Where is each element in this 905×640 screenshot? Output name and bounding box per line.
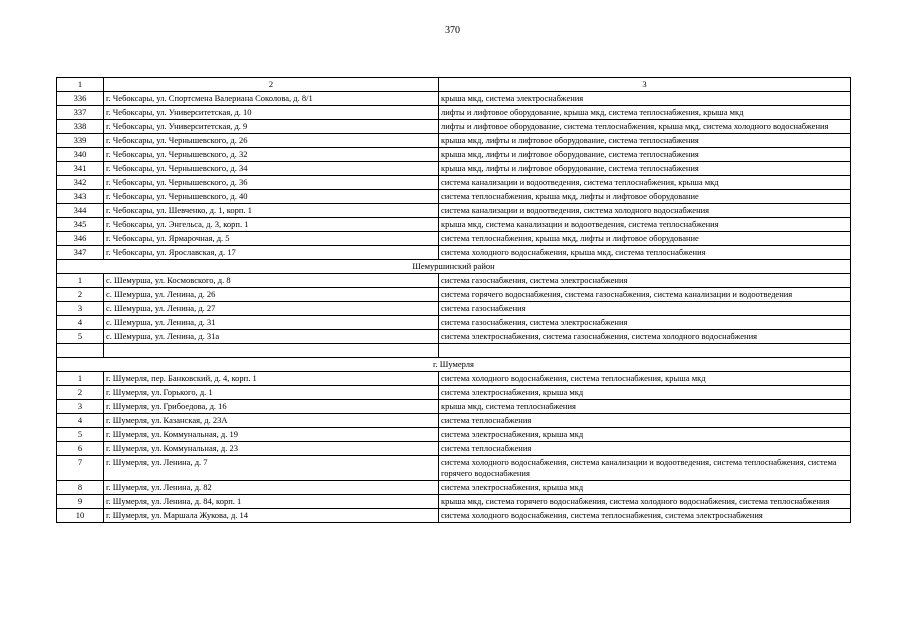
table-row xyxy=(57,481,851,495)
section-title: г. Шумерля xyxy=(57,358,851,372)
row-works: лифты и лифтовое оборудование, крыша мкд, система теплоснабжения, крыша мкд xyxy=(439,106,851,120)
row-number: 4 xyxy=(57,414,104,428)
row-works: система газоснабжения, система электроснабжения xyxy=(439,316,851,330)
section-header-row xyxy=(57,260,851,274)
table-row xyxy=(57,288,851,302)
table-row xyxy=(57,190,851,204)
table-row xyxy=(57,134,851,148)
row-works: система канализации и водоотведения, система холодного водоснабжения xyxy=(439,204,851,218)
table-row xyxy=(57,148,851,162)
row-address: г. Чебоксары, ул. Шевченко, д. 1, корп. 1 xyxy=(104,204,439,218)
row-works: крыша мкд, система электроснабжения xyxy=(439,92,851,106)
table-row xyxy=(57,92,851,106)
row-address: с. Шемурша, ул. Ленина, д. 31а xyxy=(104,330,439,344)
row-number: 345 xyxy=(57,218,104,232)
row-number: 2 xyxy=(57,288,104,302)
row-number: 338 xyxy=(57,120,104,134)
row-works: система газоснабжения, система электроснабжения xyxy=(439,274,851,288)
row-number: 343 xyxy=(57,190,104,204)
row-works: система холодного водоснабжения, система теплоснабжения, крыша мкд xyxy=(439,372,851,386)
table-row xyxy=(57,232,851,246)
row-address: г. Шумерля, ул. Ленина, д. 84, корп. 1 xyxy=(104,495,439,509)
table-row xyxy=(57,386,851,400)
row-number: 1 xyxy=(57,372,104,386)
table-row xyxy=(57,509,851,523)
row-number: 346 xyxy=(57,232,104,246)
table-row xyxy=(57,372,851,386)
row-address: г. Шумерля, ул. Маршала Жукова, д. 14 xyxy=(104,509,439,523)
row-number: 1 xyxy=(57,274,104,288)
table-row xyxy=(57,162,851,176)
section-header-row xyxy=(57,358,851,372)
row-address: г. Чебоксары, ул. Ярославская, д. 17 xyxy=(104,246,439,260)
row-address: г. Шумерля, пер. Банковский, д. 4, корп. 1 xyxy=(104,372,439,386)
row-works: система газоснабжения xyxy=(439,302,851,316)
table-body xyxy=(57,92,851,523)
table-row xyxy=(57,176,851,190)
row-works: система холодного водоснабжения, крыша мкд, система теплоснабжения xyxy=(439,246,851,260)
row-works: система холодного водоснабжения, система канализации и водоотведения, система теплоснабжения, система горячего водоснабжения xyxy=(439,456,851,481)
page-number: 370 xyxy=(445,25,460,36)
row-address: г. Шумерля, ул. Грибоедова, д. 16 xyxy=(104,400,439,414)
row-address: г. Чебоксары, ул. Энгельса, д. 3, корп. 1 xyxy=(104,218,439,232)
table-row xyxy=(57,274,851,288)
row-works: крыша мкд, система горячего водоснабжения, система холодного водоснабжения, система теплоснабжения xyxy=(439,495,851,509)
row-address: г. Шумерля, ул. Ленина, д. 82 xyxy=(104,481,439,495)
table-row xyxy=(57,456,851,481)
row-number: 5 xyxy=(57,330,104,344)
row-address: г. Шумерля, ул. Коммунальная, д. 19 xyxy=(104,428,439,442)
row-number: 342 xyxy=(57,176,104,190)
row-works: система электроснабжения, крыша мкд xyxy=(439,386,851,400)
row-address: г. Чебоксары, ул. Чернышевского, д. 26 xyxy=(104,134,439,148)
row-works: система теплоснабжения, крыша мкд, лифты и лифтовое оборудование xyxy=(439,190,851,204)
table-header-row xyxy=(57,78,851,92)
row-works: крыша мкд, лифты и лифтовое оборудование, система теплоснабжения xyxy=(439,162,851,176)
row-works: система электроснабжения, система газоснабжения, система холодного водоснабжения xyxy=(439,330,851,344)
row-number: 5 xyxy=(57,428,104,442)
row-address: г. Шумерля, ул. Казанская, д. 23А xyxy=(104,414,439,428)
table-row xyxy=(57,428,851,442)
row-works: крыша мкд, лифты и лифтовое оборудование, система теплоснабжения xyxy=(439,148,851,162)
row-works: система теплоснабжения xyxy=(439,442,851,456)
row-address: г. Шумерля, ул. Ленина, д. 7 xyxy=(104,456,439,481)
row-number: 336 xyxy=(57,92,104,106)
table-row xyxy=(57,442,851,456)
row-works: система электроснабжения, крыша мкд xyxy=(439,481,851,495)
row-number: 339 xyxy=(57,134,104,148)
table-row xyxy=(57,330,851,344)
table-row xyxy=(57,106,851,120)
column-header: 3 xyxy=(439,78,851,92)
row-number: 337 xyxy=(57,106,104,120)
table-row xyxy=(57,316,851,330)
row-address: с. Шемурша, ул. Ленина, д. 31 xyxy=(104,316,439,330)
row-works: крыша мкд, лифты и лифтовое оборудование, система теплоснабжения xyxy=(439,134,851,148)
row-address: с. Шемурша, ул. Космовского, д. 8 xyxy=(104,274,439,288)
table-row xyxy=(57,302,851,316)
row-address: г. Чебоксары, ул. Университетская, д. 9 xyxy=(104,120,439,134)
row-works: система холодного водоснабжения, система теплоснабжения, система электроснабжения xyxy=(439,509,851,523)
row-address: г. Шумерля, ул. Коммунальная, д. 23 xyxy=(104,442,439,456)
section-title: Шемуршинский район xyxy=(57,260,851,274)
row-works: система горячего водоснабжения, система газоснабжения, система канализации и водоотведения xyxy=(439,288,851,302)
row-works: система электроснабжения, крыша мкд xyxy=(439,428,851,442)
table-row xyxy=(57,495,851,509)
column-header: 2 xyxy=(104,78,439,92)
row-address: г. Чебоксары, ул. Чернышевского, д. 36 xyxy=(104,176,439,190)
row-works: крыша мкд, система теплоснабжения xyxy=(439,400,851,414)
row-number: 341 xyxy=(57,162,104,176)
row-works: система канализации и водоотведения, система теплоснабжения, крыша мкд xyxy=(439,176,851,190)
works-table xyxy=(56,77,851,523)
row-address: г. Чебоксары, ул. Спортсмена Валериана Соколова, д. 8/1 xyxy=(104,92,439,106)
row-number: 344 xyxy=(57,204,104,218)
row-number: 347 xyxy=(57,246,104,260)
row-address: г. Чебоксары, ул. Чернышевского, д. 34 xyxy=(104,162,439,176)
table-row xyxy=(57,120,851,134)
row-number: 7 xyxy=(57,456,104,481)
row-address: с. Шемурша, ул. Ленина, д. 26 xyxy=(104,288,439,302)
row-works: крыша мкд, система канализации и водоотведения, система теплоснабжения xyxy=(439,218,851,232)
row-number: 340 xyxy=(57,148,104,162)
row-number: 4 xyxy=(57,316,104,330)
spacer-row xyxy=(57,344,851,358)
row-address: г. Чебоксары, ул. Университетская, д. 10 xyxy=(104,106,439,120)
row-number: 3 xyxy=(57,400,104,414)
row-number: 9 xyxy=(57,495,104,509)
table-row xyxy=(57,204,851,218)
row-number: 3 xyxy=(57,302,104,316)
row-works: система теплоснабжения, крыша мкд, лифты и лифтовое оборудование xyxy=(439,232,851,246)
row-works: система теплоснабжения xyxy=(439,414,851,428)
table-row xyxy=(57,414,851,428)
row-number: 6 xyxy=(57,442,104,456)
row-number: 8 xyxy=(57,481,104,495)
table-row xyxy=(57,400,851,414)
row-address: г. Шумерля, ул. Горького, д. 1 xyxy=(104,386,439,400)
row-number: 2 xyxy=(57,386,104,400)
column-header: 1 xyxy=(57,78,104,92)
row-address: г. Чебоксары, ул. Чернышевского, д. 32 xyxy=(104,148,439,162)
table-row xyxy=(57,218,851,232)
row-address: г. Чебоксары, ул. Чернышевского, д. 40 xyxy=(104,190,439,204)
table-row xyxy=(57,246,851,260)
row-address: с. Шемурша, ул. Ленина, д. 27 xyxy=(104,302,439,316)
row-address: г. Чебоксары, ул. Ярмарочная, д. 5 xyxy=(104,232,439,246)
row-number: 10 xyxy=(57,509,104,523)
row-works: лифты и лифтовое оборудование, система теплоснабжения, крыша мкд, система холодного водоснабжения xyxy=(439,120,851,134)
